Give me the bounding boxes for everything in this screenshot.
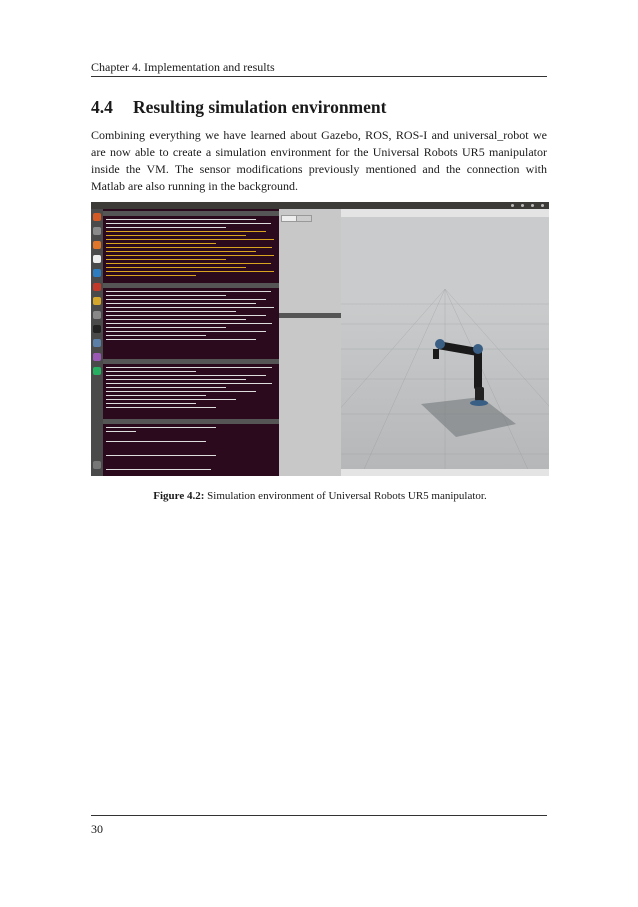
office-icon: [93, 269, 101, 277]
running-header: Chapter 4. Implementation and results: [91, 60, 275, 74]
app-icon: [93, 367, 101, 375]
terminal-icon: [93, 325, 101, 333]
header-rule: [91, 76, 547, 77]
ur5-robot: [433, 339, 488, 406]
figure-caption-text: Simulation environment of Universal Robots UR5 manipulator.: [207, 490, 487, 502]
footer-rule: [91, 815, 547, 816]
terminal-windows: [103, 209, 279, 476]
app-icon: [93, 353, 101, 361]
browser-icon: [93, 241, 101, 249]
office-icon: [93, 255, 101, 263]
trash-icon: [93, 461, 101, 469]
figure-caption: [91, 490, 549, 502]
dash-icon: [93, 213, 101, 221]
section-number: 4.4: [91, 97, 113, 117]
page-number: 30: [91, 822, 103, 836]
section-title: Resulting simulation environment: [133, 97, 387, 117]
simulation-screenshot: [91, 202, 549, 476]
gazebo-world-panel: [279, 209, 341, 476]
gazebo-3d-scene: [341, 209, 549, 476]
gazebo-toolbar: [341, 209, 549, 217]
desktop-topbar: [91, 202, 549, 209]
section-heading: [91, 97, 386, 118]
settings-icon: [93, 311, 101, 319]
body-paragraph: Combining everything we have learned about Gazebo, ROS, ROS-I and universal_robot we are now able to create a simulation environment for the Universal Robots UR5 manipulator inside the VM. The sensor modifications previously mentioned and the connection with Matlab are also running in the background.: [91, 128, 547, 193]
files-icon: [93, 227, 101, 235]
app-icon: [93, 339, 101, 347]
office-icon: [93, 283, 101, 291]
app-launcher: [91, 209, 103, 476]
software-icon: [93, 297, 101, 305]
figure-label: Figure 4.2:: [153, 490, 205, 502]
gazebo-statusbar: [341, 469, 549, 476]
